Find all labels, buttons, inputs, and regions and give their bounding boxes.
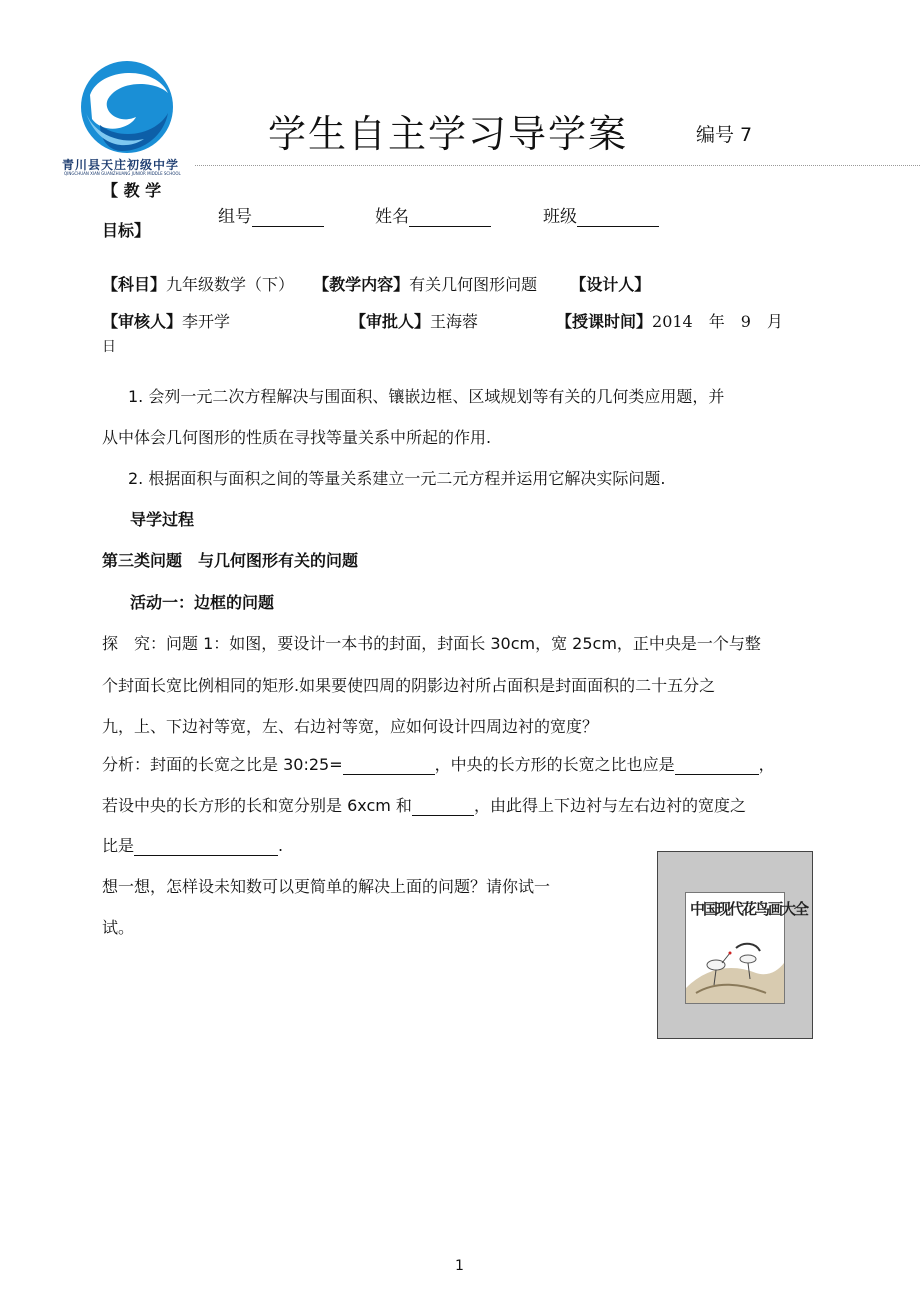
book-cover-center [685, 892, 808, 1004]
analysis-line-3 [102, 833, 283, 856]
time-block [556, 309, 783, 332]
objectives-label-bottom: 目标】 [102, 221, 151, 240]
book-cover-figure [657, 851, 813, 1039]
analysis-line-1 [102, 752, 775, 775]
analysis-text-1a: 分析：封面的长宽之比是 30:25= [102, 755, 343, 774]
time-value: 2014 年 9 月 [652, 312, 783, 331]
analysis-text-2a: 若设中央的长方形的长和宽分别是 6xcm 和 [102, 796, 412, 815]
school-name-en: QINGCHUAN XIAN GUANZHUANG JUNIOR MIDDLE SCHOOL [64, 171, 181, 176]
analysis-text-2b: ，由此得上下边衬与左右边衬的宽度之 [473, 796, 746, 815]
think-line-2: 试。 [102, 918, 135, 937]
ratio-blank-1 [343, 756, 435, 775]
header-divider [195, 165, 920, 166]
name-field [375, 202, 491, 227]
analysis-text-1c: ， [758, 755, 775, 774]
process-heading: 导学过程 [130, 510, 195, 529]
time-label: 【授课时间】 [556, 312, 653, 331]
class-label: 班级 [543, 207, 577, 227]
analysis-line-2 [102, 793, 746, 816]
book-cover-title: 中国现代花鸟画大全 [690, 900, 808, 918]
class-blank [577, 208, 659, 227]
problem-line-1: 探 究：问题 1：如图，要设计一本书的封面，封面长 30cm，宽 25cm，正中央是一个与整 [102, 634, 761, 653]
analysis-text-3a: 比是 [102, 836, 135, 855]
crane-painting-icon [686, 893, 784, 1003]
approver-block [350, 309, 478, 332]
reviewer-label: 【审核人】 [102, 312, 183, 331]
group-label: 组号 [218, 207, 252, 227]
section-heading: 第三类问题 与几何图形有关的问题 [102, 551, 359, 570]
name-label: 姓名 [375, 207, 409, 227]
content-label: 【教学内容】 [313, 275, 410, 294]
subject-label: 【科目】 [102, 275, 167, 294]
document-number: 编号 7 [696, 124, 753, 146]
subject-value: 九年级数学（下） [166, 275, 295, 294]
group-field [218, 202, 324, 227]
problem-line-3: 九，上、下边衬等宽，左、右边衬等宽，应如何设计四周边衬的宽度？ [102, 717, 599, 736]
objective-1-line-2: 从中体会几何图形的性质在寻找等量关系中所起的作用. [102, 428, 492, 447]
analysis-text-3b: . [278, 836, 284, 855]
analysis-text-1b: ，中央的长方形的长宽之比也应是 [434, 755, 675, 774]
school-name: 青川县天庄初级中学 [62, 158, 180, 172]
page-title: 学生自主学习导学案 [268, 112, 629, 156]
page-number: 1 [455, 1258, 464, 1274]
group-blank [252, 208, 324, 227]
approver-label: 【审批人】 [350, 312, 431, 331]
think-line-1: 想一想，怎样设未知数可以更简单的解决上面的问题？请你试一 [102, 877, 551, 896]
reviewer-value: 李开学 [182, 312, 231, 331]
class-field [543, 202, 659, 227]
objective-1-line-1: 1. 会列一元二次方程解决与围面积、镶嵌边框、区域规划等有关的几何类应用题，并 [128, 387, 725, 406]
ratio-blank-2 [675, 756, 759, 775]
meta-line-2 [102, 309, 230, 332]
approver-value: 王海蓉 [430, 312, 479, 331]
objective-2: 2. 根据面积与面积之间的等量关系建立一元二元方程并运用它解决实际问题. [128, 469, 666, 488]
activity-heading: 活动一：边框的问题 [130, 593, 275, 612]
name-blank [409, 208, 491, 227]
content-value: 有关几何图形问题 [409, 275, 538, 294]
school-logo [60, 55, 195, 180]
day-label: 日 [102, 339, 116, 355]
designer-label: 【设计人】 [570, 275, 651, 294]
ratio-blank-3 [134, 837, 278, 856]
problem-line-2: 个封面长宽比例相同的矩形.如果要使四周的阴影边衬所占面积是封面面积的二十五分之 [102, 676, 716, 695]
meta-line-1 [102, 272, 650, 295]
objectives-label-top: 【 教 学 [102, 181, 162, 200]
width-blank [412, 797, 474, 816]
